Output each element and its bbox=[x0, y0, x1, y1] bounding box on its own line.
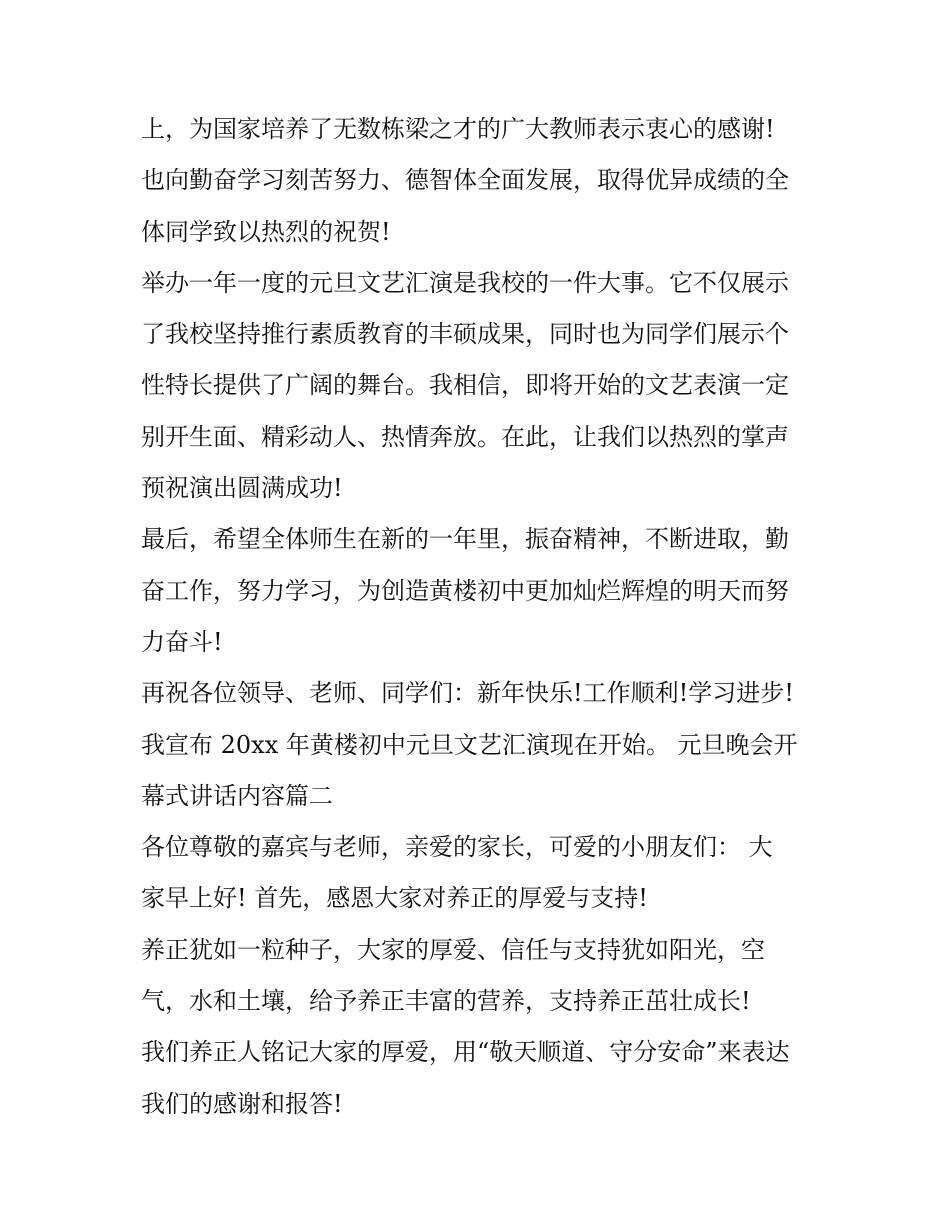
text-line: 力奋斗! bbox=[141, 627, 223, 656]
text-line: 养正犹如一粒种子，大家的厚爱、信任与支持犹如阳光，空 bbox=[141, 935, 765, 964]
text-line: 性特长提供了广阔的舞台。我相信，即将开始的文艺表演一定 bbox=[141, 371, 789, 400]
text-line: 体同学致以热烈的祝贺! bbox=[141, 217, 391, 246]
text-line: 奋工作，努力学习，为创造黄楼初中更加灿烂辉煌的明天而努 bbox=[141, 576, 789, 605]
document-body bbox=[141, 104, 821, 1130]
text-line: 预祝演出圆满成功! bbox=[141, 474, 343, 503]
text-line: 别开生面、精彩动人、热情奔放。在此，让我们以热烈的掌声 bbox=[141, 422, 789, 451]
text-line: 我们养正人铭记大家的厚爱，用“敬天顺道、守分安命”来表达 bbox=[141, 1038, 790, 1067]
text-line: 举办一年一度的元旦文艺汇演是我校的一件大事。它不仅展示 bbox=[141, 268, 789, 297]
text-line: 幕式讲话内容篇二 bbox=[141, 781, 333, 810]
text-line: 气，水和土壤，给予养正丰富的营养，支持养正茁壮成长! bbox=[141, 987, 751, 1016]
text-line: 也向勤奋学习刻苦努力、德智体全面发展，取得优异成绩的全 bbox=[141, 166, 789, 195]
text-line: 我宣布 20xx 年黄楼初中元旦文艺汇演现在开始。 元旦晚会开 bbox=[141, 730, 798, 759]
text-line: 最后，希望全体师生在新的一年里，振奋精神，不断进取，勤 bbox=[141, 525, 789, 554]
text-line: 我们的感谢和报答! bbox=[141, 1089, 343, 1118]
text-line: 了我校坚持推行素质教育的丰硕成果，同时也为同学们展示个 bbox=[141, 320, 789, 349]
text-line: 各位尊敬的嘉宾与老师，亲爱的家长，可爱的小朋友们： 大 bbox=[141, 833, 773, 862]
text-line: 再祝各位领导、老师、同学们：新年快乐!工作顺利!学习进步! bbox=[141, 679, 794, 708]
text-line: 家早上好! 首先，感恩大家对养正的厚爱与支持! bbox=[141, 884, 648, 913]
text-line: 上，为国家培养了无数栋梁之才的广大教师表示衷心的感谢! bbox=[141, 115, 775, 143]
